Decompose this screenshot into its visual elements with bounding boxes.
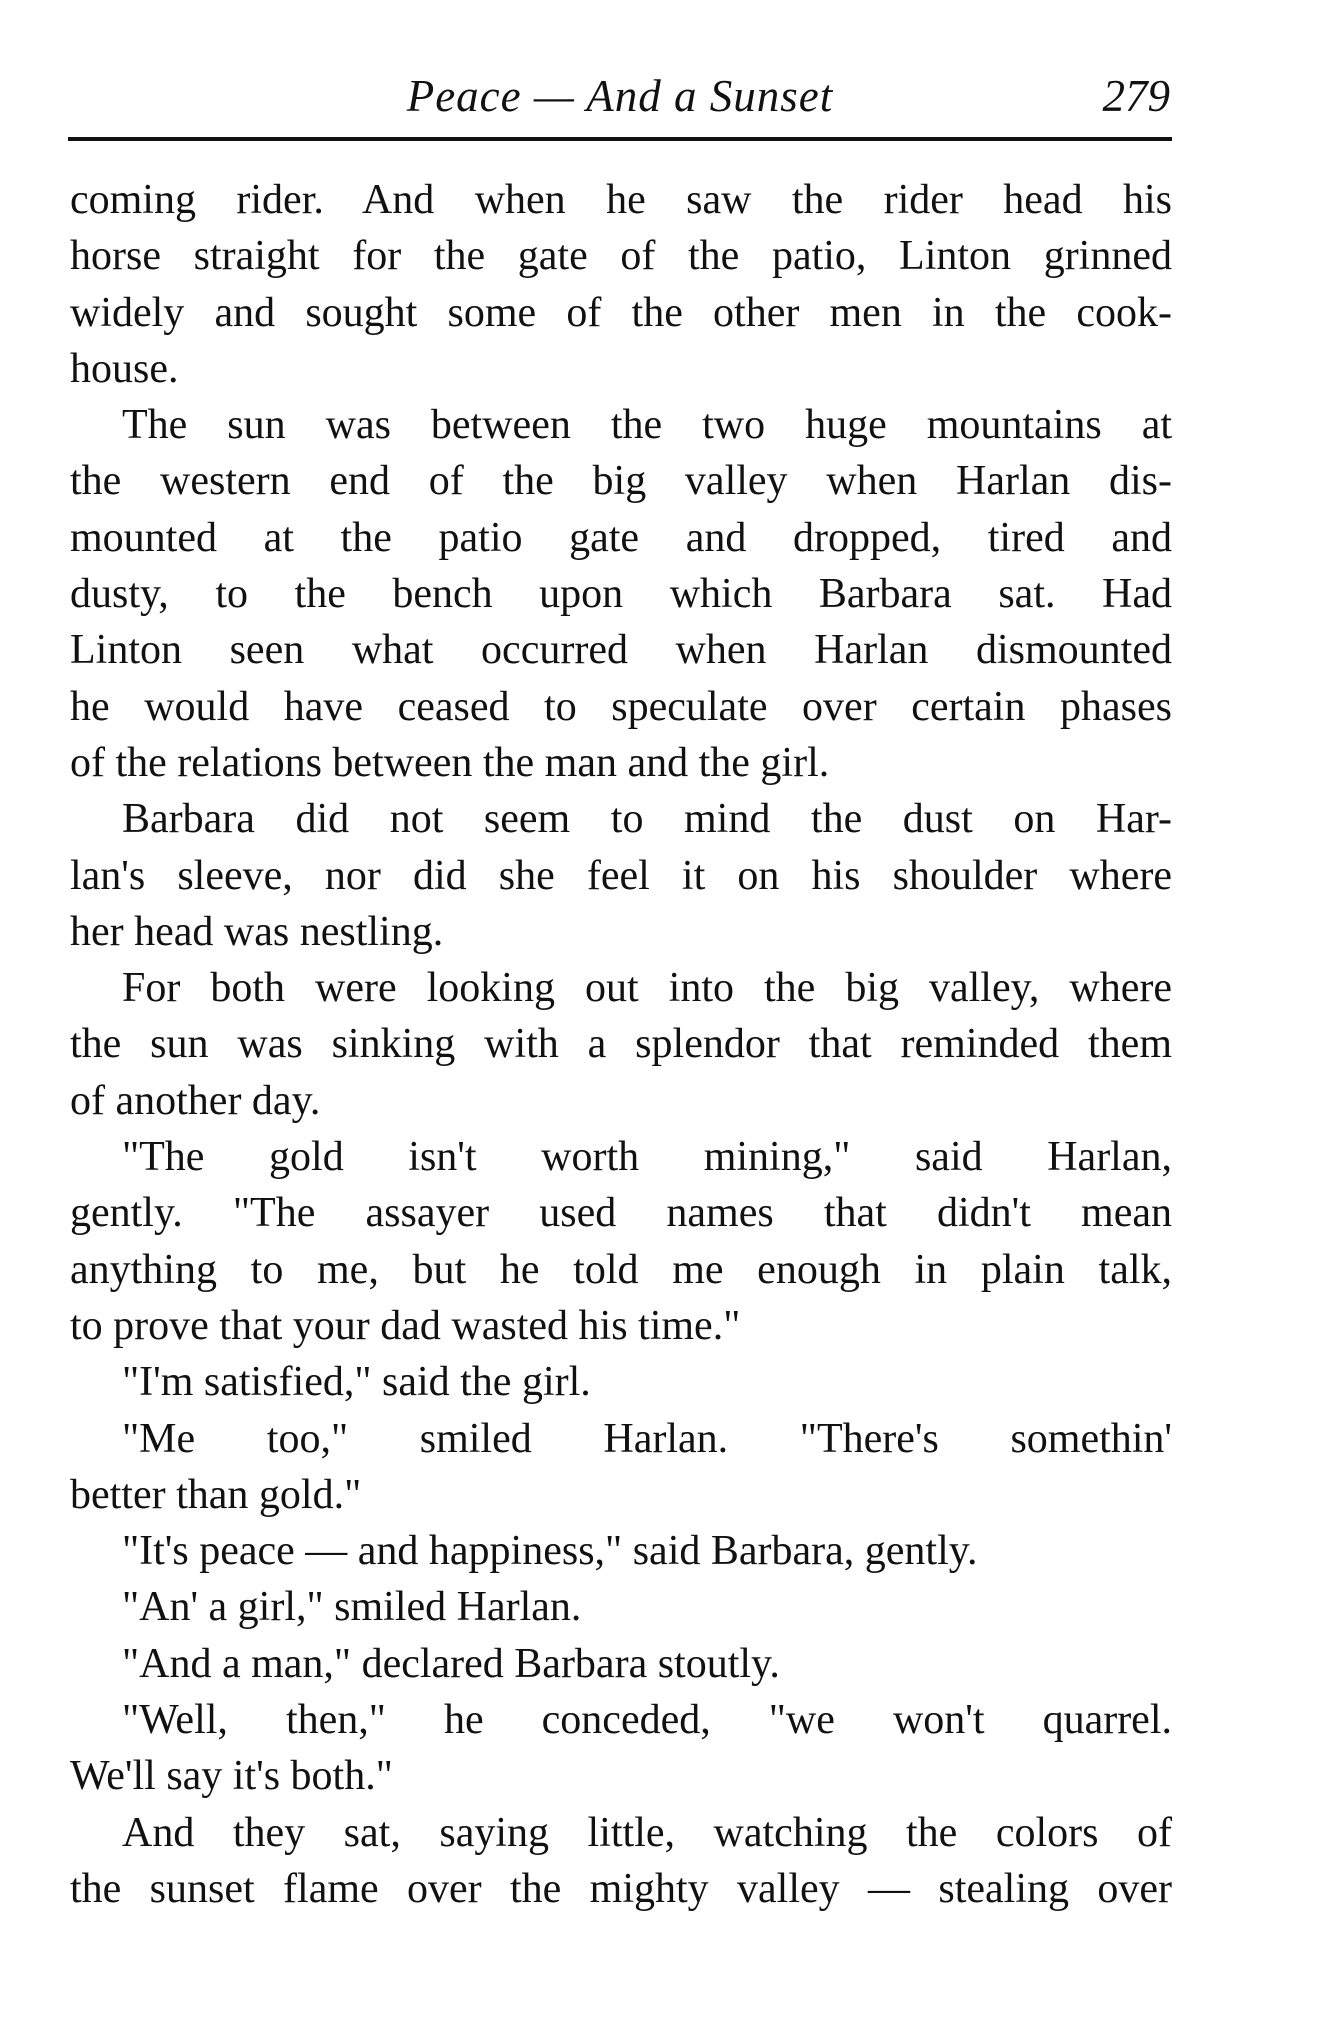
text-line: the sunset flame over the mighty valley — stealing over — [70, 1865, 1172, 1912]
text-line: the western end of the big valley when Harlan dis- — [70, 458, 1172, 505]
text-line: lan's sleeve, nor did she feel it on his shoulder where — [70, 852, 1172, 899]
text-line: gently. "The assayer used names that didn't mean — [70, 1190, 1172, 1237]
page-header — [70, 70, 1170, 134]
header-rule — [68, 137, 1172, 141]
page-number: 279 — [1102, 71, 1170, 121]
text-line: "An' a girl," smiled Harlan. — [122, 1584, 582, 1631]
text-line: coming rider. And when he saw the rider head his — [70, 177, 1172, 223]
text-line: We'll say it's both." — [70, 1753, 393, 1800]
text-line: "And a man," declared Barbara stoutly. — [122, 1640, 780, 1687]
text-line: dusty, to the bench upon which Barbara sat. Had — [70, 571, 1172, 618]
text-line: "Me too," smiled Harlan. "There's somethin' — [122, 1415, 1172, 1462]
text-line: And they sat, saying little, watching the colors of — [122, 1809, 1172, 1856]
text-line: better than gold." — [70, 1471, 362, 1518]
text-line: The sun was between the two huge mountains at — [122, 402, 1172, 449]
text-line: her head was nestling. — [70, 908, 444, 955]
text-line: he would have ceased to speculate over certain phases — [70, 683, 1172, 730]
text-line: mounted at the patio gate and dropped, tired and — [70, 514, 1172, 561]
text-line: horse straight for the gate of the patio, Linton grinned — [70, 233, 1172, 280]
text-line: to prove that your dad wasted his time." — [70, 1302, 741, 1349]
running-title: Peace — And a Sunset — [406, 71, 834, 121]
text-line: For both were looking out into the big valley, where — [122, 965, 1172, 1012]
text-line: house. — [70, 345, 179, 392]
text-line: widely and sought some of the other men in the cook- — [70, 289, 1172, 336]
text-line: "Well, then," he conceded, "we won't quarrel. — [122, 1697, 1172, 1744]
text-line: the sun was sinking with a splendor that reminded them — [70, 1021, 1172, 1068]
text-line: of the relations between the man and the girl. — [70, 739, 830, 786]
body-text — [70, 172, 1172, 1917]
text-line: Barbara did not seem to mind the dust on Har- — [122, 796, 1172, 843]
text-line: anything to me, but he told me enough in plain talk, — [70, 1246, 1172, 1293]
text-line: Linton seen what occurred when Harlan dismounted — [70, 627, 1172, 674]
text-line: "I'm satisfied," said the girl. — [122, 1359, 591, 1406]
text-line: of another day. — [70, 1077, 321, 1124]
text-line: "The gold isn't worth mining," said Harlan, — [122, 1134, 1172, 1181]
text-line: "It's peace — and happiness," said Barbara, gently. — [122, 1528, 978, 1575]
